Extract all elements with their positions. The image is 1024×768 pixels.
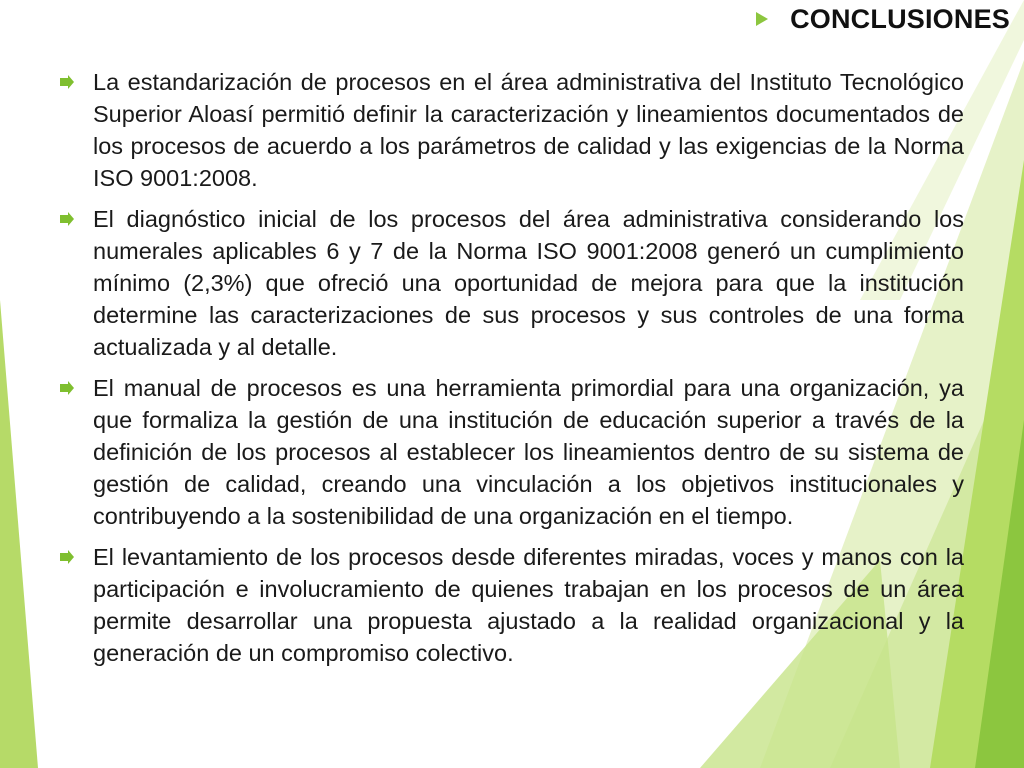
conclusions-list: [60, 66, 964, 678]
bullet-text: El manual de procesos es una herramienta primordial para una organización, ya que formaliza la gestión de una institución de educación superior a través de la definición de los procesos al establecer los lineamientos dentro de su sistema de gestión de calidad, creando una vinculación a los objetivos institucionales y contribuyendo a la sostenibilidad de una organización en el tiempo.: [93, 375, 964, 529]
list-item: [60, 372, 964, 532]
title-bar: [756, 2, 1010, 36]
list-item: [60, 541, 964, 669]
triangle-right-icon: [756, 12, 768, 26]
bullet-text: El diagnóstico inicial de los procesos del área administrativa considerando los numerales aplicables 6 y 7 de la Norma ISO 9001:2008 generó un cumplimiento mínimo (2,3%) que ofreció una oportunidad de mejora para que la institución determine las caracterizaciones de sus procesos y sus controles de una forma actualizada y al detalle.: [93, 206, 964, 360]
arrow-bullet-icon: [60, 75, 74, 89]
bullet-text: La estandarización de procesos en el área administrativa del Instituto Tecnológico Superior Aloasí permitió definir la caracterización y lineamientos documentados de los procesos de acuerdo a los parámetros de calidad y las exigencias de la Norma ISO 9001:2008.: [93, 69, 964, 191]
left-accent-shape: [0, 300, 38, 768]
arrow-bullet-icon: [60, 550, 74, 564]
list-item: [60, 203, 964, 363]
arrow-bullet-icon: [60, 381, 74, 395]
arrow-bullet-icon: [60, 212, 74, 226]
slide-title: CONCLUSIONES: [790, 3, 1010, 34]
bullet-text: El levantamiento de los procesos desde diferentes miradas, voces y manos con la participación e involucramiento de quienes trabajan en los procesos de un área permite desarrollar una propuesta ajustado a la realidad organizacional y la generación de un compromiso colectivo.: [93, 544, 964, 666]
list-item: [60, 66, 964, 194]
